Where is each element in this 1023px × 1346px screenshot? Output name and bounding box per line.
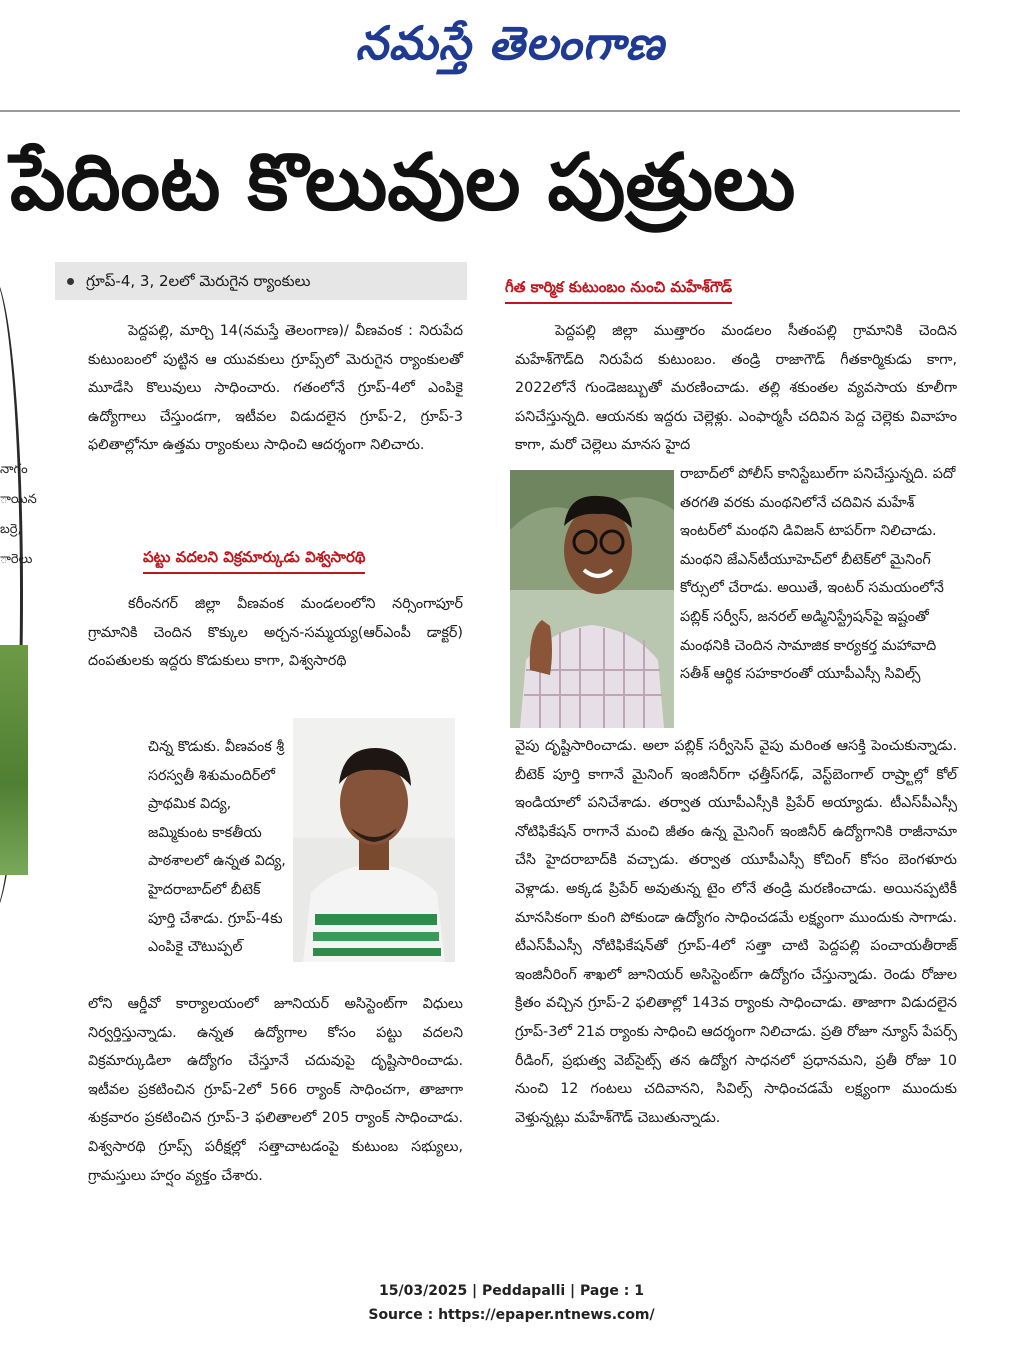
highlight-bullet bbox=[55, 262, 467, 300]
strip-fragment: ారెలు bbox=[0, 552, 33, 567]
viswasarathi-photo bbox=[293, 718, 455, 962]
story1-bottom bbox=[515, 732, 957, 1132]
story1-top bbox=[515, 317, 957, 460]
adjacent-photo bbox=[0, 645, 28, 875]
story2-bottom-text: లోని ఆర్డీవో కార్యాలయంలో జూనియర్‌ అసిస్టెంట్‌గా విధులు నిర్వర్తిస్తున్నాడు. ఉన్నత ఉద్యోగాల కోసం పట్టు వదలని విక్రమార్కుడిలా ఉద్యోగం చేస్తూనే చదువుపై దృష్టిసారించాడు. ఇటీవల ప్రకటించిన గ్రూప్‌-2లో 566 ర్యాంక్‌ సాధించగా, తాజాగా శుక్రవారం ప్రకటించిన గ్రూప్‌-3 ఫలితాలలో 205 ర్యాంక్‌ సాధించాడు. విశ్వసారథి గ్రూప్స్‌ పరీక్షల్లో సత్తాచాటడంపై కుటుంబ సభ్యులు, గ్రామస్తులు హర్షం వ్యక్తం చేశారు. bbox=[88, 996, 463, 1184]
story2-subhead: పట్టు వదలని విక్రమార్కుడు విశ్వసారథి bbox=[143, 542, 365, 574]
intro-paragraph bbox=[88, 317, 463, 460]
story1-bottom-text: వైపు దృష్టిసారించాడు. అలా పబ్లిక్‌ సర్వీసెస్‌ వైపు మరింత ఆసక్తి పెంచుకున్నాడు. బీటెక్‌ పూర్తి కాగానే మైనింగ్‌ ఇంజినీర్‌గా ఛత్తీస్‌గఢ్‌, వెస్ట్‌బెంగాల్‌ రాష్ర్టాల్లో కోల్‌ ఇండియాలో పనిచేశాడు. తర్వాత యూపీఎస్సీకి ప్రిపేర్‌ అయ్యాడు. టీఎస్‌పీఎస్సీ నోటిఫికేషన్‌ రాగానే మంచి జీతం ఉన్న మైనింగ్‌ ఇంజినీర్‌ ఉద్యోగానికి రాజీనామా చేసి హైదరాబాద్‌కి వచ్చాడు. తర్వాత యూపీఎస్సీ కోచింగ్‌ కోసం బెంగళూరు వెళ్లాడు. అక్కడ ప్రిపేర్‌ అవుతున్న టైం లోనే తండ్రి మరణించాడు. అయినప్పటికీ మానసికంగా కుంగి పోకుండా ఉద్యోగం సాధించడమే లక్ష్యంగా ముందుకు సాగాడు. టీఎస్‌పీఎస్సీ నోటిఫికేషన్‌తో గ్రూప్‌-4లో సత్తా చాటి పెద్దపల్లి పంచాయతీరాజ్‌ ఇంజినీరింగ్‌ శాఖలో జూనియర్‌ అసిస్టెంట్‌గా ఉద్యోగం చేస్తున్నాడు. రెండు రోజుల క్రితం వచ్చిన గ్రూప్‌-2 ఫలితాల్లో 143వ ర్యాంకు సాధించాడు. తాజాగా విడుదలైన గ్రూప్‌-3లో 21వ ర్యాంకు సాధించి ఆదర్శంగా నిలిచాడు. ప్రతి రోజూ న్యూస్‌ పేపర్స్‌ రీడింగ్‌, ప్రభుత్వ వెబ్‌సైట్స్‌ తన ఉద్యోగ సాధనలో ప్రధానమని, ప్రతీ రోజు 10 నుంచి 12 గంటలు చదివానని, సివిల్స్‌ సాధించడమే లక్ష్యంగా ముందుకు వెళ్తున్నట్లు మహేశ్‌గౌడ్‌ చెబుతున్నాడు. bbox=[515, 738, 957, 1126]
footer-source-line: Source : https://epaper.ntnews.com/ bbox=[368, 1307, 655, 1323]
story2-top bbox=[88, 590, 463, 676]
intro-text: పెద్దపల్లి, మార్చి 14(నమస్తే తెలంగాణ)/ వీణవంక : నిరుపేద కుటుంబంలో పుట్టిన ఆ యువకులు గ్రూప్స్‌లో మెరుగైన ర్యాంకులతో మూడేసి కొలువులు సాధించారు. గతంలోనే గ్రూప్‌-4లో ఎంపికై ఉద్యోగాలు చేస్తుండగా, ఇటీవల విడుదలైన గ్రూప్‌-2, గ్రూప్‌-3 ఫలితాల్లోనూ ఉత్తమ ర్యాంకులు సాధించి ఆదర్శంగా నిలిచారు. bbox=[88, 323, 463, 454]
mahesh-goud-photo bbox=[510, 470, 674, 728]
highlight-text: గ్రూప్‌-4, 3, 2లలో మెరుగైన ర్యాంకులు bbox=[86, 272, 311, 290]
story1-subhead: గీత కార్మిక కుటుంబం నుంచి మహేశ్‌గౌడ్‌ bbox=[505, 272, 732, 304]
story1-narrow bbox=[680, 460, 957, 689]
story2-top-text: కరీంనగర్‌ జిల్లా వీణవంక మండలంలోని నర్సింగాపూర్‌ గ్రామానికి చెందిన కొక్కుల అర్చన-సమ్మయ్య(ఆర్‌ఎంపీ డాక్టర్‌) దంపతులకు ఇద్దరు కొడుకులు కాగా, విశ్వసారథి bbox=[88, 596, 463, 670]
strip-fragment: నాగం bbox=[0, 462, 28, 477]
story2-bottom bbox=[88, 990, 463, 1190]
story2-narrow-text: చిన్న కొడుకు. వీణవంక శ్రీ సరస్వతీ శిశుమందిర్‌లో ప్రాథమిక విద్య, జమ్మికుంట కాకతీయ పాఠశాలలో ఉన్నత విద్య, హైదరాబాద్‌లో బీటెక్‌ పూర్తి చేశాడు. గ్రూప్‌-4కు ఎంపికై చౌటుప్పల్‌ bbox=[148, 739, 286, 956]
story1-narrow-text: రాబాద్‌లో పోలీస్‌ కానిస్టేబుల్‌గా పనిచేస్తున్నది. పదో తరగతి వరకు మంథనిలోనే చదివిన మహేశ్‌ ఇంటర్‌లో మంథని డివిజన్‌ టాపర్‌గా నిలిచాడు. మంథని జేఎన్‌టీయూహెచ్‌లో బీటెక్‌లో మైనింగ్‌ కోర్సులో చేరాడు. అయితే, ఇంటర్‌ సమయంలోనే పబ్లిక్‌ సర్వీస్‌, జనరల్‌ అడ్మినిస్ట్రేషన్‌పై ఇష్టంతో మంథనికి చెందిన సామాజిక కార్యకర్త మహావాది సతీశ్‌ ఆర్థిక సహకారంతో యూపీఎస్సీ సివిల్స్‌ bbox=[680, 466, 956, 683]
footer-date-line: 15/03/2025 | Peddapalli | Page : 1 bbox=[379, 1283, 644, 1299]
strip-fragment: బర్రె, bbox=[0, 522, 22, 537]
story2-narrow bbox=[148, 733, 288, 962]
masthead-rule bbox=[0, 110, 960, 112]
masthead-logo: నమస్తే తెలంగాణ bbox=[355, 16, 665, 70]
story1-top-text: పెద్దపల్లి జిల్లా ముత్తారం మండలం సీతంపల్లి గ్రామానికి చెందిన మహేశ్‌గౌడ్‌ది నిరుపేద కుటుంబం. తండ్రి రాజాగౌడ్‌ గీతకార్మికుడు కాగా, 2022లోనే గుండెజబ్బుతో మరణించాడు. తల్లి శకుంతల వ్యవసాయ కూలీగా పనిచేస్తున్నది. ఆయనకు ఇద్దరు చెల్లెళ్లు. ఎంఫార్మసీ చదివిన పెద్ద చెల్లెకు వివాహం కాగా, మరో చెల్లెలు మానస హైద bbox=[515, 323, 957, 454]
headline: పేదింట కొలువుల పుత్రులు bbox=[10, 138, 796, 228]
adjacent-article-strip bbox=[0, 255, 37, 975]
strip-fragment: ాయిన bbox=[0, 492, 37, 507]
bullet-icon bbox=[67, 278, 74, 285]
